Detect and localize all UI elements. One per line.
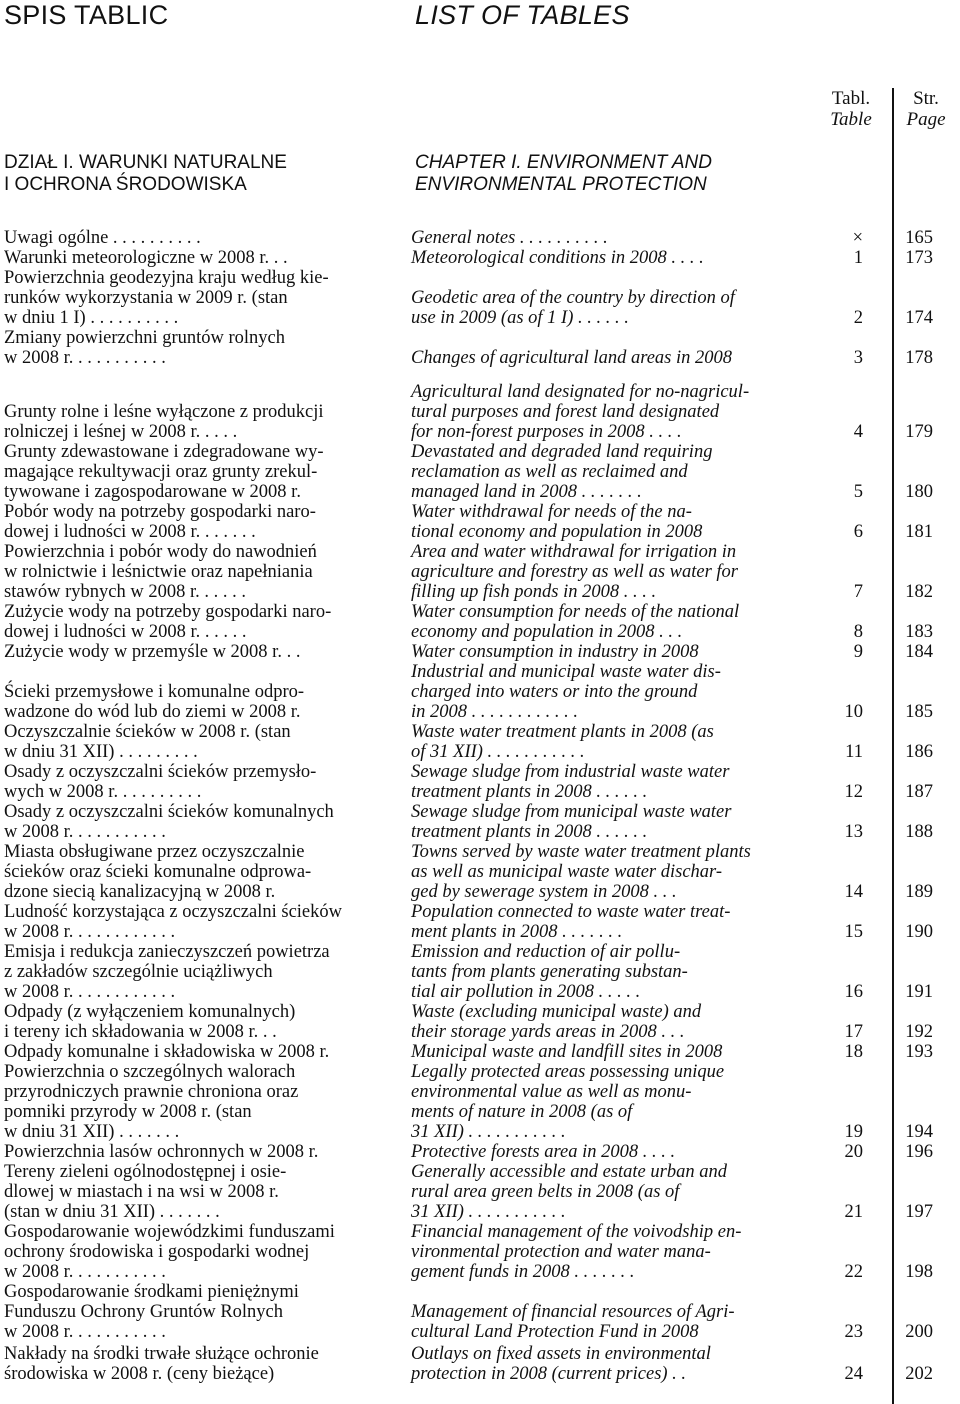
row-page-number: 184 bbox=[905, 642, 933, 662]
table-row[interactable] bbox=[0, 722, 960, 762]
row-title-en: Area and water withdrawal for irrigation in agriculture and forestry as well as water for filling up fish ponds in 2008 . . . . bbox=[411, 542, 739, 602]
row-table-number: 5 bbox=[853, 482, 863, 502]
table-row[interactable] bbox=[0, 602, 960, 642]
table-row[interactable] bbox=[0, 1222, 960, 1282]
row-table-number: 18 bbox=[844, 1042, 863, 1062]
row-title-en: Generally accessible and estate urban and rural area green belts in 2008 (as of 31 XII) . . . . . . . . . . . bbox=[411, 1162, 727, 1222]
row-page-number: 180 bbox=[905, 482, 933, 502]
row-page-number: 191 bbox=[905, 982, 933, 1002]
column-header-table bbox=[811, 88, 891, 130]
table-row[interactable] bbox=[0, 248, 960, 268]
row-title-en: Geodetic area of the country by direction of use in 2009 (as of 1 I) . . . . . . bbox=[411, 288, 735, 328]
table-row[interactable] bbox=[0, 1282, 960, 1342]
row-title-pl: Zużycie wody w przemyśle w 2008 r. . . bbox=[4, 642, 301, 662]
row-title-en: Emission and reduction of air pollu- tants from plants generating substan- tial air pollution in 2008 . . . . . bbox=[411, 942, 688, 1002]
row-page-number: 200 bbox=[905, 1322, 933, 1342]
table-row[interactable] bbox=[0, 842, 960, 902]
table-row[interactable] bbox=[0, 1142, 960, 1162]
column-header-table-pl: Tabl. bbox=[831, 88, 871, 109]
row-page-number: 165 bbox=[905, 228, 933, 248]
row-title-pl: Nakłady na środki trwałe służące ochronie środowiska w 2008 r. (ceny bieżące) bbox=[4, 1344, 319, 1384]
row-title-en: Waste water treatment plants in 2008 (as of 31 XII) . . . . . . . . . . . bbox=[411, 722, 714, 762]
row-table-number: 23 bbox=[844, 1322, 863, 1342]
row-table-number: 10 bbox=[844, 702, 863, 722]
row-page-number: 194 bbox=[905, 1122, 933, 1142]
row-title-pl: Zużycie wody na potrzeby gospodarki naro- dowej i ludności w 2008 r. . . . . . bbox=[4, 602, 332, 642]
row-title-en: Industrial and municipal waste water dis- charged into waters or into the ground in 2008 . . . . . . . . . . . . bbox=[411, 662, 721, 722]
row-page-number: 181 bbox=[905, 522, 933, 542]
table-row[interactable] bbox=[0, 942, 960, 1002]
row-title-en: Legally protected areas possessing unique environmental value as well as monu- ments of nature in 2008 (as of 31 XII) . . . . . . . . . . . bbox=[411, 1062, 725, 1142]
table-row[interactable] bbox=[0, 662, 960, 722]
row-title-en: Waste (excluding municipal waste) and their storage yards areas in 2008 . . . bbox=[411, 1002, 702, 1042]
row-page-number: 202 bbox=[905, 1364, 933, 1384]
row-title-en: Devastated and degraded land requiring reclamation as well as reclaimed and managed land in 2008 . . . . . . . bbox=[411, 442, 713, 502]
row-table-number: 1 bbox=[853, 248, 863, 268]
table-row[interactable] bbox=[0, 502, 960, 542]
table-row[interactable] bbox=[0, 1042, 960, 1062]
table-row[interactable] bbox=[0, 1002, 960, 1042]
chapter-title-en: CHAPTER I. ENVIRONMENT AND ENVIRONMENTAL PROTECTION bbox=[415, 152, 712, 195]
row-title-pl: Powierzchnia lasów ochronnych w 2008 r. bbox=[4, 1142, 319, 1162]
row-page-number: 189 bbox=[905, 882, 933, 902]
row-page-number: 192 bbox=[905, 1022, 933, 1042]
row-table-number: 21 bbox=[844, 1202, 863, 1222]
row-title-pl: Tereny zieleni ogólnodostępnej i osie- dlowej w miastach i na wsi w 2008 r. (stan w dniu 31 XII) . . . . . . . bbox=[4, 1162, 287, 1222]
table-row[interactable] bbox=[0, 642, 960, 662]
column-header-page bbox=[894, 88, 958, 130]
table-row[interactable] bbox=[0, 762, 960, 802]
table-row[interactable] bbox=[0, 228, 960, 248]
table-row[interactable] bbox=[0, 268, 960, 328]
row-title-en: Population connected to waste water treat- ment plants in 2008 . . . . . . . bbox=[411, 902, 731, 942]
row-page-number: 185 bbox=[905, 702, 933, 722]
row-table-number: 20 bbox=[844, 1142, 863, 1162]
row-title-en: Water withdrawal for needs of the na- tional economy and population in 2008 bbox=[411, 502, 703, 542]
row-title-en: Agricultural land designated for no-nagricul- tural purposes and forest land designated for non-forest purposes in 2008 . . . . bbox=[411, 382, 750, 442]
row-page-number: 193 bbox=[905, 1042, 933, 1062]
row-page-number: 182 bbox=[905, 582, 933, 602]
row-table-number: 15 bbox=[844, 922, 863, 942]
row-table-number: 7 bbox=[853, 582, 863, 602]
row-table-number: × bbox=[852, 228, 863, 248]
column-header-page-pl: Str. bbox=[913, 88, 939, 109]
row-title-pl: Odpady (z wyłączeniem komunalnych) i tereny ich składowania w 2008 r. . . bbox=[4, 1002, 296, 1042]
page-title-en: LIST OF TABLES bbox=[415, 0, 630, 30]
table-row[interactable] bbox=[0, 1162, 960, 1222]
row-title-en: Water consumption for needs of the national economy and population in 2008 . . . bbox=[411, 602, 740, 642]
row-title-en: Management of financial resources of Agri- cultural Land Protection Fund in 2008 bbox=[411, 1302, 735, 1342]
row-page-number: 178 bbox=[905, 348, 933, 368]
table-row[interactable] bbox=[0, 442, 960, 502]
table-row[interactable] bbox=[0, 382, 960, 442]
row-title-pl: Oczyszczalnie ścieków w 2008 r. (stan w dniu 31 XII) . . . . . . . . . bbox=[4, 722, 291, 762]
row-table-number: 8 bbox=[853, 622, 863, 642]
row-title-pl: Gospodarowanie wojewódzkimi funduszami ochrony środowiska i gospodarki wodnej w 2008 r. . . . . . . . . . . bbox=[4, 1222, 335, 1282]
table-row[interactable] bbox=[0, 1062, 960, 1142]
row-page-number: 187 bbox=[905, 782, 933, 802]
table-row[interactable] bbox=[0, 802, 960, 842]
row-table-number: 19 bbox=[844, 1122, 863, 1142]
row-table-number: 9 bbox=[853, 642, 863, 662]
row-title-pl: Osady z oczyszczalni ścieków komunalnych w 2008 r. . . . . . . . . . . bbox=[4, 802, 334, 842]
row-page-number: 183 bbox=[905, 622, 933, 642]
row-title-pl: Pobór wody na potrzeby gospodarki naro- dowej i ludności w 2008 r. . . . . . . bbox=[4, 502, 316, 542]
row-title-pl: Grunty rolne i leśne wyłączone z produkcji rolniczej i leśnej w 2008 r. . . . . bbox=[4, 402, 324, 442]
row-page-number: 197 bbox=[905, 1202, 933, 1222]
row-title-pl: Ludność korzystająca z oczyszczalni ścieków w 2008 r. . . . . . . . . . . . bbox=[4, 902, 342, 942]
table-row[interactable] bbox=[0, 902, 960, 942]
row-table-number: 2 bbox=[853, 308, 863, 328]
row-page-number: 173 bbox=[905, 248, 933, 268]
row-page-number: 190 bbox=[905, 922, 933, 942]
row-table-number: 17 bbox=[844, 1022, 863, 1042]
row-title-en: Protective forests area in 2008 . . . . bbox=[411, 1142, 676, 1162]
row-title-pl: Uwagi ogólne . . . . . . . . . . bbox=[4, 228, 201, 248]
row-table-number: 22 bbox=[844, 1262, 863, 1282]
row-page-number: 179 bbox=[905, 422, 933, 442]
row-table-number: 13 bbox=[844, 822, 863, 842]
row-title-en: Sewage sludge from municipal waste water treatment plants in 2008 . . . . . . bbox=[411, 802, 732, 842]
row-title-en: Financial management of the voivodship en- vironmental protection and water mana- gement funds in 2008 . . . . . . . bbox=[411, 1222, 742, 1282]
row-title-en: Sewage sludge from industrial waste water treatment plants in 2008 . . . . . . bbox=[411, 762, 730, 802]
row-title-pl: Powierzchnia i pobór wody do nawodnień w rolnictwie i leśnictwie oraz napełniania stawów rybnych w 2008 r. . . . . . bbox=[4, 542, 317, 602]
chapter-title-pl: DZIAŁ I. WARUNKI NATURALNE I OCHRONA ŚRODOWISKA bbox=[4, 152, 287, 195]
row-table-number: 3 bbox=[853, 348, 863, 368]
row-title-pl: Emisja i redukcja zanieczyszczeń powietrza z zakładów szczególnie uciążliwych w 2008 r. . . . . . . . . . . . bbox=[4, 942, 330, 1002]
row-table-number: 16 bbox=[844, 982, 863, 1002]
row-title-pl: Grunty zdewastowane i zdegradowane wy- magające rekultywacji oraz grunty zrekul- tywowane i zagospodarowane w 2008 r. bbox=[4, 442, 324, 502]
row-title-pl: Odpady komunalne i składowiska w 2008 r. bbox=[4, 1042, 330, 1062]
row-page-number: 188 bbox=[905, 822, 933, 842]
column-header-page-en: Page bbox=[906, 109, 946, 130]
row-title-pl: Osady z oczyszczalni ścieków przemysło- wych w 2008 r. . . . . . . . . . bbox=[4, 762, 317, 802]
row-table-number: 6 bbox=[853, 522, 863, 542]
row-table-number: 24 bbox=[844, 1364, 863, 1384]
row-title-en: Changes of agricultural land areas in 2008 bbox=[411, 348, 733, 368]
row-table-number: 11 bbox=[845, 742, 863, 762]
row-title-pl: Gospodarowanie środkami pieniężnymi Funduszu Ochrony Gruntów Rolnych w 2008 r. . . . . . . . . . . bbox=[4, 1282, 299, 1342]
row-page-number: 186 bbox=[905, 742, 933, 762]
page-title-pl: SPIS TABLIC bbox=[4, 0, 169, 30]
row-table-number: 14 bbox=[844, 882, 863, 902]
row-page-number: 196 bbox=[905, 1142, 933, 1162]
row-page-number: 198 bbox=[905, 1262, 933, 1282]
row-title-en: General notes . . . . . . . . . . bbox=[411, 228, 608, 248]
row-title-en: Outlays on fixed assets in environmental protection in 2008 (current prices) . . bbox=[411, 1344, 711, 1384]
table-row[interactable] bbox=[0, 1344, 960, 1384]
row-title-en: Municipal waste and landfill sites in 2008 bbox=[411, 1042, 723, 1062]
row-page-number: 174 bbox=[905, 308, 933, 328]
table-list bbox=[0, 228, 960, 1384]
row-title-en: Water consumption in industry in 2008 bbox=[411, 642, 699, 662]
row-title-en: Meteorological conditions in 2008 . . . . bbox=[411, 248, 704, 268]
row-table-number: 12 bbox=[844, 782, 863, 802]
column-header-table-en: Table bbox=[830, 109, 872, 130]
table-row[interactable] bbox=[0, 328, 960, 368]
row-table-number: 4 bbox=[853, 422, 863, 442]
row-title-pl: Ścieki przemysłowe i komunalne odpro- wadzone do wód lub do ziemi w 2008 r. bbox=[4, 682, 305, 722]
row-title-pl: Miasta obsługiwane przez oczyszczalnie ścieków oraz ścieki komunalne odprowa- dzone siecią kanalizacyjną w 2008 r. bbox=[4, 842, 312, 902]
row-title-pl: Zmiany powierzchni gruntów rolnych w 2008 r. . . . . . . . . . . bbox=[4, 328, 286, 368]
row-title-pl: Powierzchnia o szczególnych walorach przyrodniczych prawnie chroniona oraz pomniki przyrody w 2008 r. (stan w dniu 31 XII) . . . . . . . bbox=[4, 1062, 299, 1142]
table-row[interactable] bbox=[0, 542, 960, 602]
row-title-en: Towns served by waste water treatment plants as well as municipal waste water dischar- ged by sewerage system in 2008 . . . bbox=[411, 842, 751, 902]
row-title-pl: Warunki meteorologiczne w 2008 r. . . bbox=[4, 248, 288, 268]
row-title-pl: Powierzchnia geodezyjna kraju według kie- runków wykorzystania w 2009 r. (stan w dniu 1 I) . . . . . . . . . . bbox=[4, 268, 329, 328]
